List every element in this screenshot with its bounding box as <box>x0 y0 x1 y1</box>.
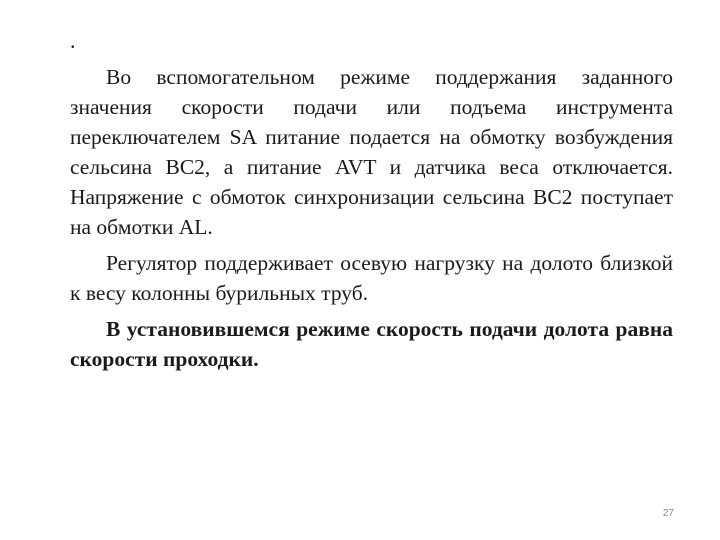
bullet-dot: . <box>70 28 76 53</box>
paragraph-steady-state: В установившемся режиме скорость подачи долота равна скорости проходки. <box>70 317 673 371</box>
slide-body <box>70 62 673 380</box>
paragraph-regulator: Регулятор поддерживает осевую нагрузку на долото близкой к весу колонны бурильных труб. <box>70 251 673 305</box>
page-number: 27 <box>662 508 674 519</box>
paragraph-auxiliary-mode: Во вспомогательном режиме поддержания заданного значения скорости подачи или подъема инструмента переключателем SA питание подается на обмотку возбуждения сельсина ВС2, а питание AVT и датчика веса отключается. Напряжение с обмоток синхронизации сельсина ВС2 поступает на обмотки AL. <box>70 65 673 239</box>
